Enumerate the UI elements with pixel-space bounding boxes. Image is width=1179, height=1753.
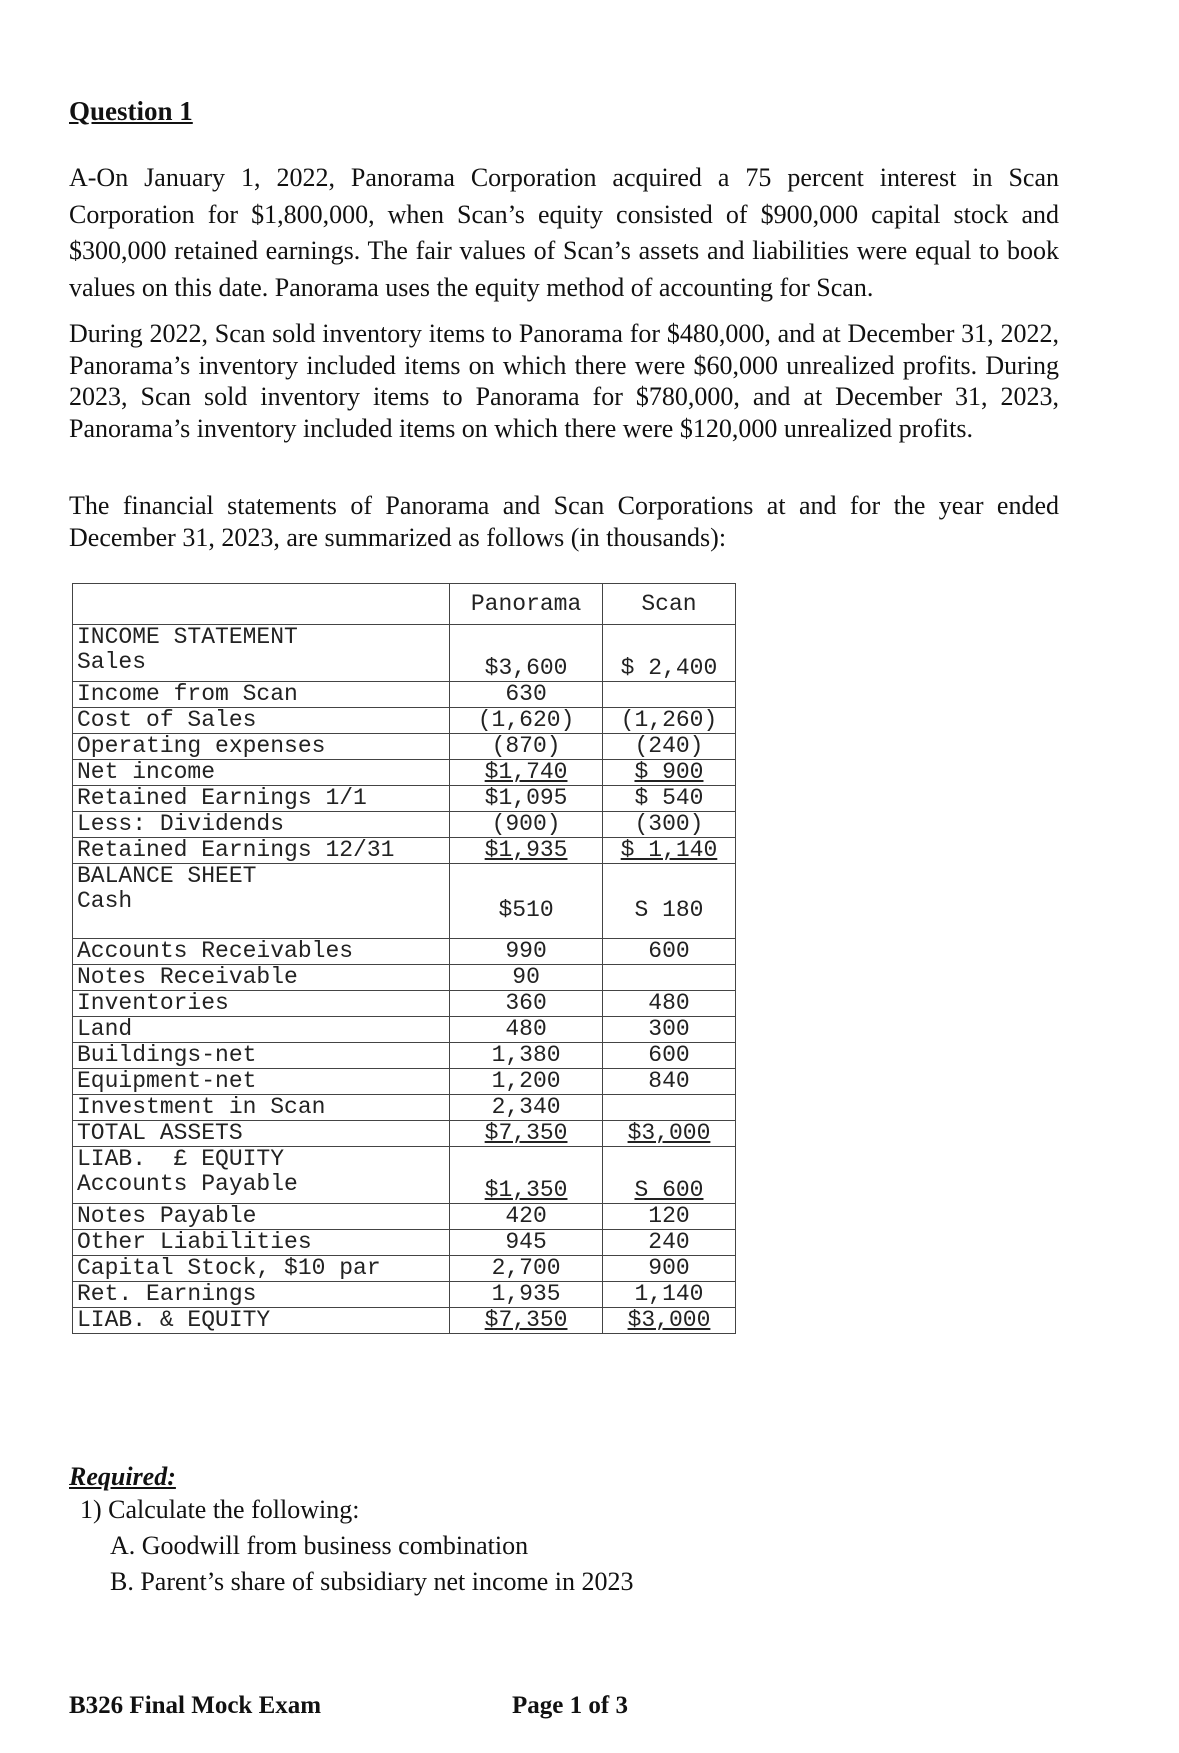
table-row (73, 812, 736, 838)
row-label: Accounts Receivables (73, 939, 450, 965)
panorama-value: 420 (450, 1204, 603, 1230)
paragraph-statements-intro: The financial statements of Panorama and Scan Corporations at and for the year ended December 31, 2023, are summarized as follows (in thousands): (69, 491, 1059, 552)
scan-value (602, 1308, 735, 1334)
scan-value: 240 (602, 1230, 735, 1256)
label-cash: Cash (77, 888, 133, 914)
table-row (73, 1017, 736, 1043)
table-header-row (73, 584, 736, 625)
panorama-value: 1,380 (450, 1043, 603, 1069)
table-row (73, 965, 736, 991)
row-label: Equipment-net (73, 1069, 450, 1095)
panorama-value: $3,600 (450, 625, 603, 682)
footer-page-number: Page 1 of 3 (512, 1692, 628, 1719)
footer-exam-title: B326 Final Mock Exam (69, 1692, 322, 1719)
table-row (73, 682, 736, 708)
row-label: Notes Payable (73, 1204, 450, 1230)
section-heading-balance-sheet: BALANCE SHEET (77, 863, 257, 889)
table-row (73, 1121, 736, 1147)
panorama-value (450, 1147, 603, 1204)
scan-value (602, 682, 735, 708)
panorama-value (450, 1121, 603, 1147)
table-row (73, 625, 736, 682)
underlined-value: $3,000 (627, 1307, 711, 1333)
row-label (73, 625, 450, 682)
header-panorama: Panorama (450, 584, 603, 625)
row-label: Land (73, 1017, 450, 1043)
panorama-value: 480 (450, 1017, 603, 1043)
table-row (73, 786, 736, 812)
panorama-value: (900) (450, 812, 603, 838)
row-label: Capital Stock, $10 par (73, 1256, 450, 1282)
scan-value (602, 760, 735, 786)
underlined-value: $ 900 (634, 759, 704, 785)
row-label: Income from Scan (73, 682, 450, 708)
scan-value: S 180 (602, 864, 735, 939)
label-accounts-payable: Accounts Payable (77, 1171, 298, 1197)
header-blank-cell (73, 584, 450, 625)
table-row (73, 1043, 736, 1069)
table-row (73, 1069, 736, 1095)
panorama-value: 2,700 (450, 1256, 603, 1282)
underlined-value: $1,740 (484, 759, 568, 785)
table-row (73, 1147, 736, 1204)
row-label (73, 1147, 450, 1204)
required-sub-b: B. Parent’s share of subsidiary net income in 2023 (110, 1567, 634, 1596)
panorama-value: 1,200 (450, 1069, 603, 1095)
table-row (73, 1204, 736, 1230)
scan-value: $ 540 (602, 786, 735, 812)
panorama-value: 945 (450, 1230, 603, 1256)
scan-value: (240) (602, 734, 735, 760)
section-heading-liab-equity: LIAB. £ EQUITY (77, 1146, 285, 1172)
table-row (73, 991, 736, 1017)
panorama-value: $510 (450, 864, 603, 939)
underlined-value: $7,350 (484, 1120, 568, 1146)
paragraph-intercompany-sales: During 2022, Scan sold inventory items to Panorama for $480,000, and at December 31, 2022, Panorama’s inventory included items on which there were $60,000 unrealized profits. During 2023, Scan sold inventory items to Panorama for $780,000, and at December 31, 2023, Panorama’s inventory included items on which there were $120,000 unrealized profits. (69, 319, 1059, 443)
financial-statements-table (72, 583, 736, 1334)
scan-value: 840 (602, 1069, 735, 1095)
scan-value (602, 965, 735, 991)
table-row (73, 760, 736, 786)
panorama-value: 90 (450, 965, 603, 991)
panorama-value: 2,340 (450, 1095, 603, 1121)
table-row (73, 1282, 736, 1308)
panorama-value: 630 (450, 682, 603, 708)
label-sales: Sales (77, 649, 147, 675)
scan-value: 480 (602, 991, 735, 1017)
row-label: Other Liabilities (73, 1230, 450, 1256)
row-label: Ret. Earnings (73, 1282, 450, 1308)
table-row (73, 838, 736, 864)
scan-value: 120 (602, 1204, 735, 1230)
required-item-1: 1) Calculate the following: (80, 1495, 360, 1524)
scan-value: 900 (602, 1256, 735, 1282)
panorama-value: $1,095 (450, 786, 603, 812)
scan-value: (300) (602, 812, 735, 838)
required-heading: Required: (69, 1462, 176, 1491)
table-row (73, 1256, 736, 1282)
paragraph-acquisition: A-On January 1, 2022, Panorama Corporation acquired a 75 percent interest in Scan Corporation for $1,800,000, when Scan’s equity consisted of $900,000 capital stock and $300,000 retained earnings. The fair values of Scan’s assets and liabilities were equal to book values on this date. Panorama uses the equity method of accounting for Scan. (69, 163, 1059, 302)
panorama-value: 1,935 (450, 1282, 603, 1308)
scan-value (602, 1147, 735, 1204)
panorama-value (450, 1308, 603, 1334)
row-label: Less: Dividends (73, 812, 450, 838)
scan-value: 300 (602, 1017, 735, 1043)
scan-value: (1,260) (602, 708, 735, 734)
row-label: Operating expenses (73, 734, 450, 760)
table-row (73, 734, 736, 760)
panorama-value: 360 (450, 991, 603, 1017)
row-label: Cost of Sales (73, 708, 450, 734)
row-label: Buildings-net (73, 1043, 450, 1069)
underlined-value: $1,935 (484, 837, 568, 863)
scan-value: 1,140 (602, 1282, 735, 1308)
row-label: Inventories (73, 991, 450, 1017)
scan-value: 600 (602, 939, 735, 965)
row-label: LIAB. & EQUITY (73, 1308, 450, 1334)
section-heading-income-statement: INCOME STATEMENT (77, 624, 298, 650)
scan-value: 600 (602, 1043, 735, 1069)
table-row (73, 864, 736, 939)
header-scan: Scan (602, 584, 735, 625)
underlined-value: $7,350 (484, 1307, 568, 1333)
underlined-value: $ 1,140 (620, 837, 718, 863)
panorama-value: (1,620) (450, 708, 603, 734)
underlined-value: $3,000 (627, 1120, 711, 1146)
table-row (73, 1230, 736, 1256)
underlined-value: $1,350 (484, 1177, 568, 1203)
row-label (73, 864, 450, 939)
panorama-value: (870) (450, 734, 603, 760)
panorama-value: 990 (450, 939, 603, 965)
table-row (73, 939, 736, 965)
scan-value: $ 2,400 (602, 625, 735, 682)
row-label: TOTAL ASSETS (73, 1121, 450, 1147)
row-label: Retained Earnings 1/1 (73, 786, 450, 812)
scan-value (602, 1121, 735, 1147)
panorama-value (450, 760, 603, 786)
question-title: Question 1 (69, 96, 193, 126)
required-sub-a: A. Goodwill from business combination (110, 1531, 529, 1560)
scan-value (602, 838, 735, 864)
table-row (73, 708, 736, 734)
row-label: Notes Receivable (73, 965, 450, 991)
panorama-value (450, 838, 603, 864)
row-label: Net income (73, 760, 450, 786)
row-label: Retained Earnings 12/31 (73, 838, 450, 864)
table-row (73, 1308, 736, 1334)
row-label: Investment in Scan (73, 1095, 450, 1121)
table-row (73, 1095, 736, 1121)
underlined-value: S 600 (634, 1177, 704, 1203)
scan-value (602, 1095, 735, 1121)
